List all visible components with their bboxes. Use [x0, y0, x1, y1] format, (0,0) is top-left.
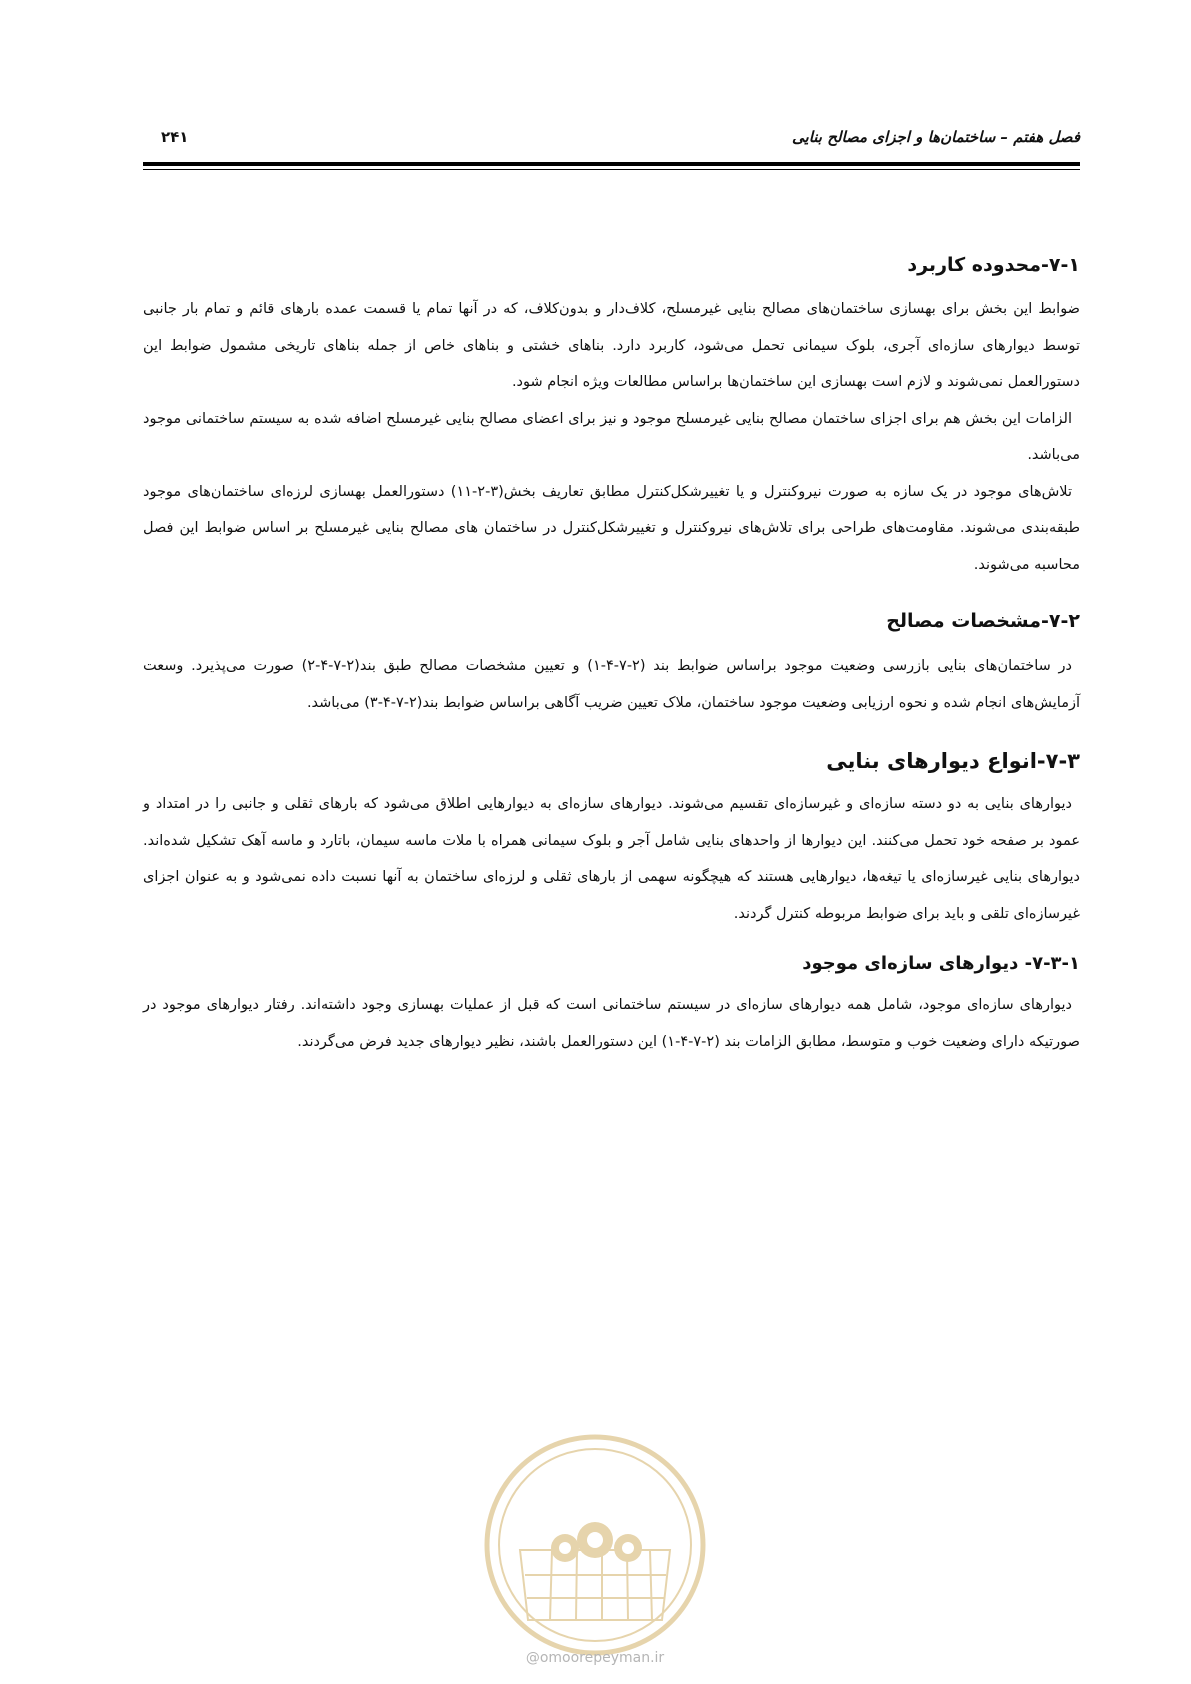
- section-heading-7-3-1: ۷-۳-۱- دیوارهای سازه‌ای موجود: [802, 953, 1080, 974]
- watermark-seal-icon: [480, 1430, 710, 1660]
- header-rule-thin: [143, 169, 1080, 170]
- paragraph: الزامات این بخش هم برای اجزای ساختمان مصالح بنایی غیرمسلح موجود و نیز برای اعضای مصالح بنایی غیرمسلح اضافه شده به سیستم ساختمانی موجود می‌باشد.: [143, 410, 1080, 463]
- paragraph: دیوارهای بنایی به دو دسته سازه‌ای و غیرسازه‌ای تقسیم می‌شوند. دیوارهای سازه‌ای به دیوارهایی اطلاق می‌شود که بارهای ثقلی و جانبی را در امتداد و عمود بر صفحه خود تحمل می‌کنند. این دیوارها از واحدهای بنایی شامل آجر و بلوک سیمانی همراه با ملات ماسه سیمان، باتارد و ماسه آهک تشکیل شده‌اند. دیوارهای بنایی غیرسازه‌ای یا تیغه‌ها، دیوارهایی هستند که هیچگونه سهمی از بارهای ثقلی و لرزه‌ای ساختمان به آنها نسبت داده نمی‌شود و به عنوان اجزای غیرسازه‌ای تلقی و باید برای ضوابط مربوطه کنترل گردند.: [143, 796, 1080, 922]
- paragraph: ضوابط این بخش برای بهسازی ساختمان‌های مصالح بنایی غیرمسلح، کلاف‌دار و بدون‌کلاف، که در آنها تمام یا قسمت عمده بارهای قائم و تمام بار جانبی توسط دیوارهای سازه‌ای آجری، بلوک سیمانی تحمل می‌شود، کاربرد دارد. بناهای خشتی و بناهای خاص از جمله بناهای تاریخی مشمول ضوابط این دستورالعمل نمی‌شوند و لازم است بهسازی این ساختمان‌ها براساس مطالعات ویژه انجام شود.: [143, 301, 1080, 390]
- page-number: ۲۴۱: [161, 128, 189, 146]
- watermark-caption: @omoorepeyman.ir: [525, 1650, 665, 1666]
- document-body: [143, 250, 1080, 1060]
- paragraph: در ساختمان‌های بنایی بازرسی وضعیت موجود براساس ضوابط بند (۲-۷-۴-۱) و تعیین مشخصات مصالح طبق بند(۲-۷-۴-۲) صورت می‌پذیرد. وسعت آزمایش‌های انجام شده و نحوه ارزیابی وضعیت موجود ساختمان، ملاک تعیین ضریب آگاهی براساس ضوابط بند(۲-۷-۴-۳) می‌باشد.: [143, 658, 1080, 711]
- paragraph: دیوارهای سازه‌ای موجود، شامل همه دیوارهای سازه‌ای در سیستم ساختمانی است که قبل از عملیات بهسازی وجود داشته‌اند. رفتار دیوارهای موجود در صورتیکه دارای وضعیت خوب و متوسط، مطابق الزامات بند (۲-۷-۴-۱) این دستورالعمل باشند، نظیر دیوارهای جدید فرض می‌گردند.: [143, 997, 1080, 1050]
- chapter-title: فصل هفتم – ساختمان‌ها و اجزای مصالح بنایی: [792, 128, 1080, 146]
- section-heading-7-3: ۷-۳-انواع دیوارهای بنایی: [826, 749, 1080, 773]
- page-header: [143, 126, 1080, 156]
- paragraph: تلاش‌های موجود در یک سازه به صورت نیروکنترل و یا تغییرشکل‌کنترل مطابق تعاریف بخش(۳-۲-۱۱) دستورالعمل بهسازی لرزه‌ای ساختمان‌های موجود طبقه‌بندی می‌شوند. مقاومت‌های طراحی برای تلاش‌های نیروکنترل و تغییرشکل‌کنترل در ساختمان های مصالح بنایی غیرمسلح بر اساس ضوابط این فصل محاسبه می‌شوند.: [143, 483, 1080, 573]
- header-rule-thick: [143, 162, 1080, 166]
- section-heading-7-1: ۷-۱-محدوده کاربرد: [907, 254, 1080, 276]
- section-heading-7-2: ۷-۲-مشخصات مصالح: [886, 610, 1080, 632]
- watermark-logo: [480, 1430, 710, 1660]
